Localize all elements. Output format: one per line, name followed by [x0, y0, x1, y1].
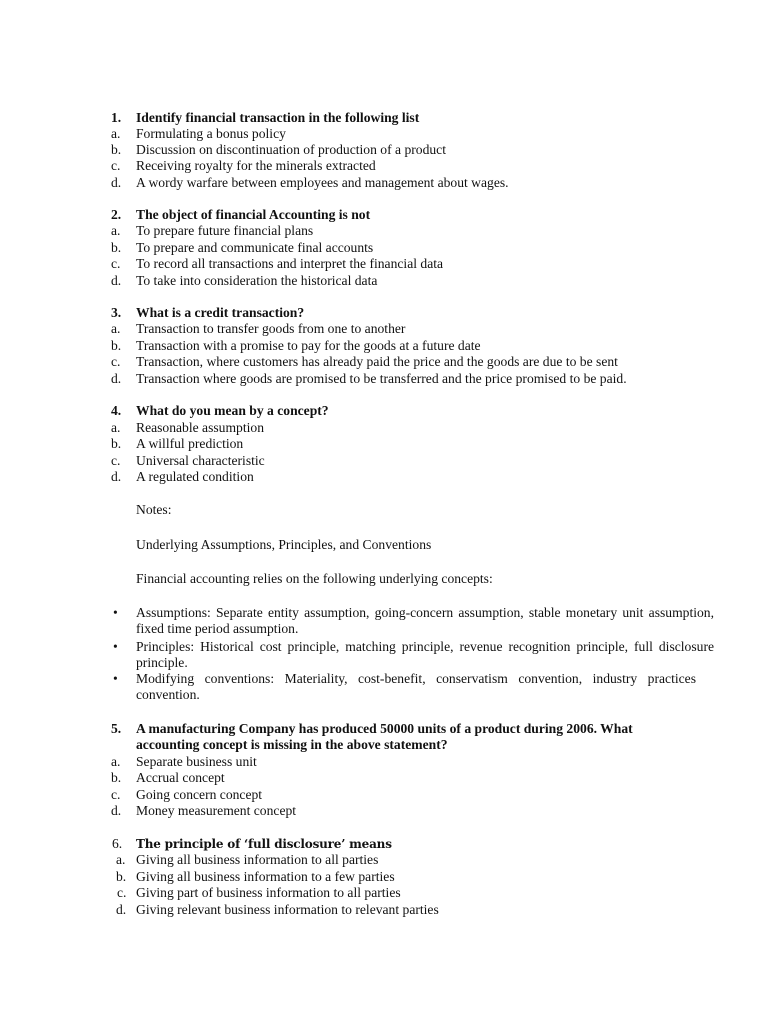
- notes-intro: Financial accounting relies on the following underlying concepts:: [136, 571, 493, 586]
- option-label: a.: [111, 126, 121, 141]
- option-label: d.: [111, 469, 122, 484]
- option-label: c.: [111, 158, 121, 173]
- option-label: c.: [111, 787, 121, 802]
- option-text: Giving all business information to all parties: [136, 852, 379, 867]
- option-text: Giving part of business information to all parties: [136, 885, 401, 900]
- option-text: Giving relevant business information to relevant parties: [136, 902, 439, 917]
- option-text: Going concern concept: [136, 787, 263, 802]
- bullet-icon: •: [113, 605, 118, 620]
- option-label: b.: [111, 142, 122, 157]
- option-label: d.: [111, 371, 122, 386]
- question-number: 4.: [111, 403, 122, 418]
- option-text: Transaction to transfer goods from one to another: [136, 321, 406, 336]
- option-text: Discussion on discontinuation of production of a product: [136, 142, 446, 157]
- option-label: d.: [111, 175, 122, 190]
- notes-bullet-item: Assumptions: Separate entity assumption, going-concern assumption, stable monetary unit assumption, fixed time period assumption.: [136, 605, 714, 637]
- question-text-line-2: accounting concept is missing in the above statement?: [136, 737, 448, 752]
- option-text: A wordy warfare between employees and management about wages.: [136, 175, 509, 190]
- question-number: 5.: [111, 721, 122, 736]
- option-text: Formulating a bonus policy: [136, 126, 286, 141]
- option-label: b.: [111, 770, 122, 785]
- question-text: The principle of ‘full disclosure’ means: [136, 837, 392, 851]
- option-text: Reasonable assumption: [136, 420, 264, 435]
- question-number: 1.: [111, 110, 122, 125]
- option-text: Universal characteristic: [136, 453, 265, 468]
- notes-bullet-item: Principles: Historical cost principle, matching principle, revenue recognition principle, full disclosure principle.: [136, 639, 714, 671]
- question-text: What is a credit transaction?: [136, 305, 305, 320]
- option-text: Accrual concept: [136, 770, 225, 785]
- option-label: a.: [111, 321, 121, 336]
- option-label: b.: [111, 436, 122, 451]
- question-text: The object of financial Accounting is not: [136, 207, 371, 222]
- option-text: To take into consideration the historical data: [136, 273, 378, 288]
- option-text: A willful prediction: [136, 436, 244, 451]
- option-text: Receiving royalty for the minerals extracted: [136, 158, 376, 173]
- option-text: Transaction, where customers has already paid the price and the goods are due to be sent: [136, 354, 618, 369]
- option-label: b.: [111, 338, 122, 353]
- question-text-line-1: A manufacturing Company has produced 50000 units of a product during 2006. What: [136, 721, 633, 736]
- option-text: Giving all business information to a few parties: [136, 869, 395, 884]
- option-label: d.: [111, 803, 122, 818]
- option-label: c.: [111, 256, 121, 271]
- option-label: a.: [111, 754, 121, 769]
- option-label: a.: [116, 852, 126, 867]
- bullet-icon: •: [113, 639, 118, 654]
- option-label: c.: [111, 453, 121, 468]
- notes-subheading: Underlying Assumptions, Principles, and Conventions: [136, 537, 432, 552]
- option-text: To record all transactions and interpret the financial data: [136, 256, 444, 271]
- option-text: Separate business unit: [136, 754, 257, 769]
- question-number: 6.: [112, 836, 123, 851]
- notes-bullet-item: Modifying conventions: Materiality, cost-benefit, conservatism convention, industry practices convention.: [136, 671, 696, 703]
- option-text: To prepare and communicate final accounts: [136, 240, 374, 255]
- option-text: Transaction where goods are promised to be transferred and the price promised to be paid.: [136, 371, 627, 386]
- option-text: To prepare future financial plans: [136, 223, 314, 238]
- notes-heading: Notes:: [136, 502, 172, 517]
- question-text: Identify financial transaction in the following list: [136, 110, 420, 125]
- option-label: d.: [116, 902, 127, 917]
- option-text: Transaction with a promise to pay for the goods at a future date: [136, 338, 481, 353]
- option-label: c.: [111, 354, 121, 369]
- option-text: A regulated condition: [136, 469, 254, 484]
- question-number: 3.: [111, 305, 122, 320]
- option-text: Money measurement concept: [136, 803, 297, 818]
- question-number: 2.: [111, 207, 122, 222]
- option-label: b.: [116, 869, 127, 884]
- option-label: a.: [111, 420, 121, 435]
- option-label: b.: [111, 240, 122, 255]
- question-text: What do you mean by a concept?: [136, 403, 329, 418]
- option-label: a.: [111, 223, 121, 238]
- option-label: d.: [111, 273, 122, 288]
- bullet-icon: •: [113, 671, 118, 686]
- option-label: c.: [117, 885, 127, 900]
